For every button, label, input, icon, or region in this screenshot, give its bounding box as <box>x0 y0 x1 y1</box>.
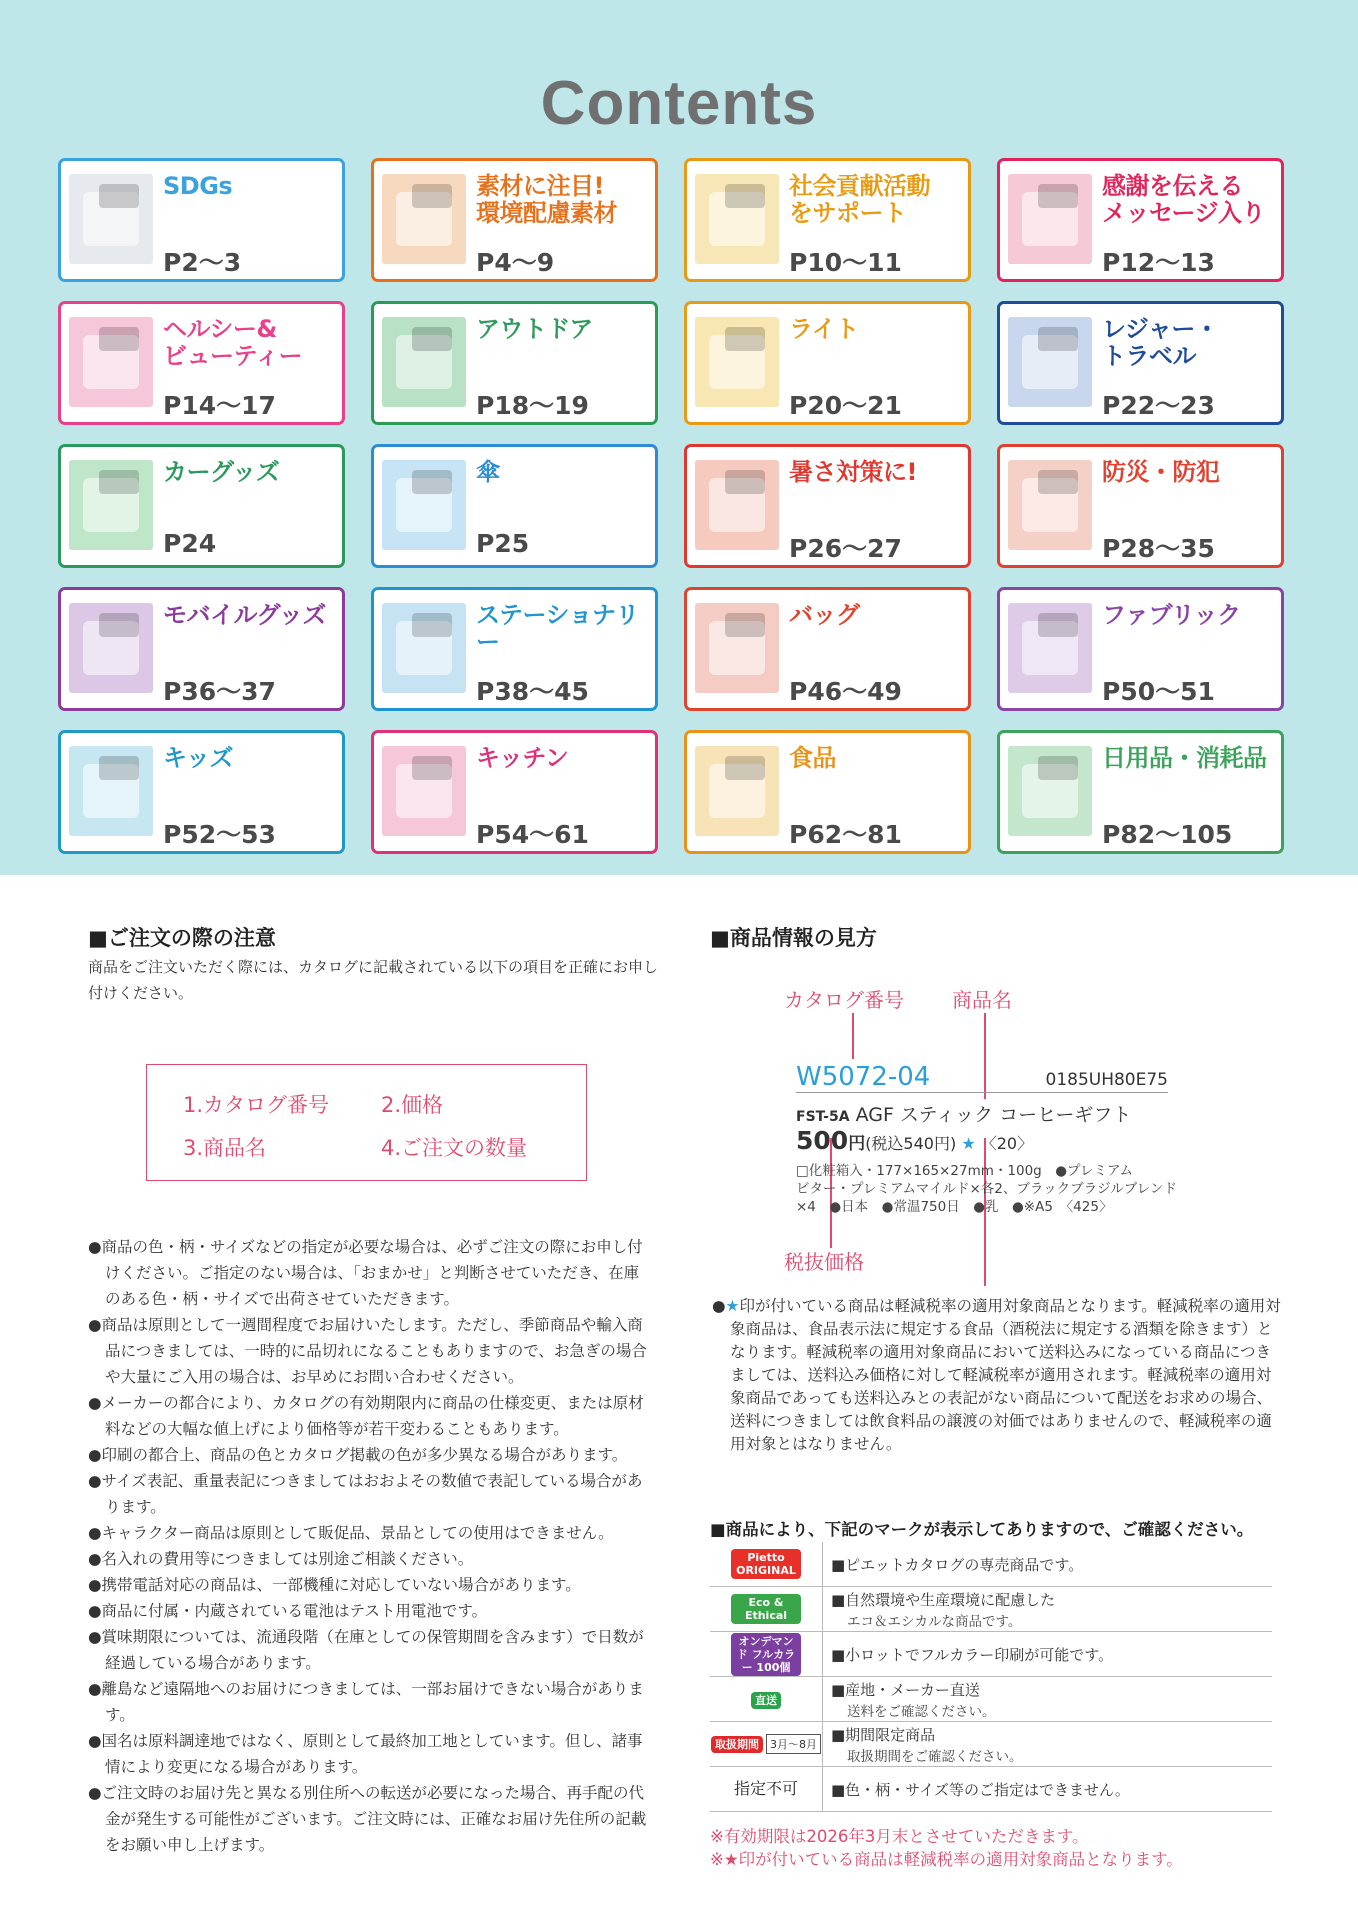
order-note-item: ●携帯電話対応の商品は、一部機種に対応していない場合があります。 <box>88 1576 581 1594</box>
category-name: ライト <box>789 315 859 343</box>
category-name: アウトドア <box>476 315 593 343</box>
category-pages: P20〜21 <box>789 391 902 420</box>
category-pages: P50〜51 <box>1102 677 1215 706</box>
sample-name: AGF スティック コーヒーギフト <box>855 1104 1132 1126</box>
category-card[interactable] <box>371 730 658 854</box>
sample-spec: ×4 ●日本 ●常温750日 ●乳 ●※A5 〈425〉 <box>796 1199 1113 1215</box>
sample-jan: 0185UH80E75 <box>1045 1070 1168 1090</box>
order-note-item: ●賞味期限については、流通段階（在庫としての保管期間を含みます）で日数が経過している場合があります。 <box>88 1628 644 1672</box>
contents-panel <box>0 0 1358 875</box>
category-image <box>1008 174 1092 264</box>
mark-subtext: エコ＆エシカルな商品です。 <box>847 1613 1022 1630</box>
mark-row <box>710 1542 1272 1587</box>
category-card[interactable] <box>371 301 658 425</box>
mark-subtext: 送料をご確認ください。 <box>847 1703 996 1720</box>
category-pages: P54〜61 <box>476 820 589 849</box>
mark-row <box>710 1722 1272 1767</box>
category-name: 感謝を伝える メッセージ入り <box>1102 172 1266 227</box>
star-icon: ★ <box>725 1297 740 1315</box>
category-pages: P10〜11 <box>789 248 902 277</box>
category-card[interactable] <box>371 444 658 568</box>
order-intro: 商品をご注文いただく際には、カタログに記載されている以下の項目を正確にお申し付けください。 <box>88 958 659 1002</box>
category-pages: P14〜17 <box>163 391 276 420</box>
validity-note: ※有効期限は2026年3月末とさせていただきます。 <box>710 1827 1089 1846</box>
arrow-catalog <box>852 1013 854 1059</box>
mark-badge: 直送 <box>751 1692 781 1709</box>
order-heading: ■ご注文の際の注意 <box>88 926 276 950</box>
category-card[interactable] <box>684 158 971 282</box>
mark-text: ■小ロットでフルカラー印刷が可能です。 <box>831 1645 1114 1664</box>
category-card[interactable] <box>58 444 345 568</box>
mark-row <box>710 1587 1272 1632</box>
category-card[interactable] <box>58 158 345 282</box>
category-name: キッズ <box>163 744 234 772</box>
category-card[interactable] <box>997 301 1284 425</box>
mark-text: ■ピエットカタログの専売商品です。 <box>831 1555 1084 1574</box>
order-note-item: ●サイズ表記、重量表記につきましてはおおよその数値で表記している場合があります。 <box>88 1472 643 1516</box>
mark-badge: Eco & Ethical <box>731 1594 801 1624</box>
order-note-item: ●印刷の都合上、商品の色とカタログ掲載の色が多少異なる場合があります。 <box>88 1446 628 1464</box>
sample-code: W5072-04 <box>796 1062 931 1092</box>
category-card[interactable] <box>684 444 971 568</box>
category-card[interactable] <box>684 587 971 711</box>
category-card[interactable] <box>58 587 345 711</box>
category-image <box>1008 603 1092 693</box>
marks-heading: ■商品により、下記のマークが表示してありますので、ご確認ください。 <box>710 1520 1254 1539</box>
sample-spec: ビター・プレミアムマイルド×各2、ブラックブラジルブレンド <box>796 1181 1177 1197</box>
sample-model: FST-5A <box>796 1109 850 1125</box>
bullet: ● <box>712 1297 726 1315</box>
category-image <box>695 317 779 407</box>
tax-note <box>712 1295 1282 1456</box>
tax-star-note: ※★印が付いている商品は軽減税率の適用対象商品となります。 <box>710 1850 1183 1869</box>
mark-subtext: 取扱期間をご確認ください。 <box>847 1748 1023 1765</box>
category-image <box>695 460 779 550</box>
category-card[interactable] <box>997 587 1284 711</box>
mark-text: ■色・柄・サイズ等のご指定はできません。 <box>831 1780 1130 1799</box>
order-item: 3.商品名 <box>183 1136 267 1160</box>
category-image <box>695 746 779 836</box>
category-pages: P62〜81 <box>789 820 902 849</box>
category-image <box>1008 460 1092 550</box>
category-image <box>1008 317 1092 407</box>
order-note-item: ●国名は原料調達地ではなく、原則として最終加工地としています。但し、諸事情により変更になる場合があります。 <box>88 1732 643 1776</box>
mark-badge: 指定不可 <box>733 1779 798 1798</box>
category-name: 素材に注目! 環境配慮素材 <box>476 172 617 227</box>
category-grid <box>58 158 1290 858</box>
order-notes <box>88 1234 648 1858</box>
order-note-item: ●名入れの費用等につきましては別途ご相談ください。 <box>88 1550 474 1568</box>
category-pages: P4〜9 <box>476 248 555 277</box>
sample-yen: 円 <box>848 1134 866 1154</box>
label-catalog-number: カタログ番号 <box>784 988 904 1012</box>
order-item: 2.価格 <box>381 1093 444 1117</box>
category-name: ステーショナリー <box>476 601 640 656</box>
category-image <box>382 746 466 836</box>
category-pages: P36〜37 <box>163 677 276 706</box>
order-items-box <box>146 1064 587 1181</box>
category-name: カーグッズ <box>163 458 280 486</box>
info-heading: ■商品情報の見方 <box>710 926 877 950</box>
category-image <box>69 174 153 264</box>
category-card[interactable] <box>58 301 345 425</box>
page-title: Contents <box>540 69 818 138</box>
category-name: キッチン <box>476 744 569 772</box>
sample-spec: □化粧箱入・177×165×27mm・100g ●プレミアム <box>796 1163 1134 1179</box>
order-note-item: ●メーカーの都合により、カタログの有効期限内に商品の仕様変更、または原材料などの大幅な値上げにより価格等が若干変わることもあります。 <box>88 1394 644 1438</box>
category-name: レジャー・ トラベル <box>1102 315 1219 370</box>
category-card[interactable] <box>684 730 971 854</box>
category-pages: P25 <box>476 529 530 558</box>
marks-table <box>710 1542 1272 1812</box>
category-image <box>1008 746 1092 836</box>
order-note-item: ●商品は原則として一週間程度でお届けいたします。ただし、季節商品や輸入商品につきましては、一時的に品切れになることもありますので、お急ぎの場合や大量にご入用の場合は、お早めにお問い合わせください。 <box>88 1316 647 1386</box>
sample-tax: (税込540円) <box>865 1134 957 1153</box>
category-pages: P38〜45 <box>476 677 589 706</box>
category-image <box>69 317 153 407</box>
category-image <box>69 460 153 550</box>
category-image <box>382 603 466 693</box>
category-name: 暑さ対策に! <box>789 458 917 486</box>
order-note-item: ●ご注文時のお届け先と異なる別住所への転送が必要になった場合、再手配の代金が発生する可能性がございます。ご注文時には、正確なお届け先住所の記載をお願い申し上げます。 <box>88 1784 647 1854</box>
category-image <box>382 174 466 264</box>
category-name: モバイルグッズ <box>163 601 326 629</box>
category-card[interactable] <box>371 587 658 711</box>
category-pages: P46〜49 <box>789 677 902 706</box>
category-name: 社会貢献活動 をサポート <box>789 172 930 227</box>
label-tax-excluded-price: 税抜価格 <box>784 1250 864 1274</box>
sample-price: 500 <box>796 1126 849 1155</box>
mark-badge: Pietto ORIGINAL <box>731 1549 801 1579</box>
category-pages: P24 <box>163 529 217 558</box>
category-card[interactable] <box>371 158 658 282</box>
category-pages: P22〜23 <box>1102 391 1215 420</box>
category-pages: P82〜105 <box>1102 820 1233 849</box>
sample-qty: 〈20〉 <box>980 1134 1034 1153</box>
category-pages: P52〜53 <box>163 820 276 849</box>
order-note-item: ●キャラクター商品は原則として販促品、景品としての使用はできません。 <box>88 1524 614 1542</box>
mark-row <box>710 1677 1272 1722</box>
order-note-item: ●商品の色・柄・サイズなどの指定が必要な場合は、必ずご注文の際にお申し付けください。ご指定のない場合は、「おまかせ」と判断させていただき、在庫のある色・柄・サイズで出荷させていただきます。 <box>88 1238 643 1308</box>
category-name: 食品 <box>789 744 836 772</box>
mark-badge: 取扱期間 <box>711 1736 763 1753</box>
star-icon: ★ <box>961 1134 976 1153</box>
mark-period: 3月〜8月 <box>766 1734 821 1754</box>
category-name: SDGs <box>163 172 233 200</box>
order-note-item: ●商品に付属・内蔵されている電池はテスト用電池です。 <box>88 1602 488 1620</box>
mark-badge: オンデマンド フルカラー 100個 <box>731 1633 801 1676</box>
label-product-name: 商品名 <box>952 988 1012 1012</box>
category-name: ヘルシー& ビューティー <box>163 315 303 370</box>
category-card[interactable] <box>58 730 345 854</box>
category-name: バッグ <box>789 601 860 629</box>
category-card[interactable] <box>997 444 1284 568</box>
category-image <box>69 746 153 836</box>
tax-note-text: 印が付いている商品は軽減税率の適用対象商品となります。軽減税率の適用対象商品は、食品表示法に規定する食品（酒税法に規定する酒類を除きます）となります。軽減税率の適用対象商品において送料込みになっている商品につきましては、送料込み価格に対して軽減税率が適用されます。軽減税率の適用対象商品であっても送料込みとの表記がない商品について配送をお求めの場合、送料につきましては飲食料品の譲渡の対価ではありませんので、軽減税率の適用対象とはなりません。 <box>730 1297 1281 1453</box>
category-pages: P2〜3 <box>163 248 242 277</box>
category-pages: P12〜13 <box>1102 248 1215 277</box>
category-pages: P26〜27 <box>789 534 902 563</box>
mark-row <box>710 1767 1272 1812</box>
category-image <box>695 603 779 693</box>
mark-text: ■自然環境や生産環境に配慮した <box>831 1590 1056 1609</box>
mark-text: ■産地・メーカー直送 <box>831 1680 980 1699</box>
mark-row <box>710 1632 1272 1677</box>
category-image <box>69 603 153 693</box>
category-pages: P28〜35 <box>1102 534 1215 563</box>
order-item: 1.カタログ番号 <box>183 1093 330 1117</box>
category-name: 日用品・消耗品 <box>1102 744 1267 772</box>
category-name: 傘 <box>476 458 500 486</box>
category-image <box>382 460 466 550</box>
category-image <box>382 317 466 407</box>
order-note-item: ●離島など遠隔地へのお届けにつきましては、一部お届けできない場合があります。 <box>88 1680 644 1724</box>
mark-text: ■期間限定商品 <box>831 1725 936 1744</box>
category-card[interactable] <box>997 158 1284 282</box>
category-card[interactable] <box>997 730 1284 854</box>
category-name: ファブリック <box>1102 601 1241 629</box>
category-pages: P18〜19 <box>476 391 589 420</box>
order-item: 4.ご注文の数量 <box>381 1136 528 1160</box>
category-card[interactable] <box>684 301 971 425</box>
category-image <box>695 174 779 264</box>
category-name: 防災・防犯 <box>1102 458 1220 486</box>
